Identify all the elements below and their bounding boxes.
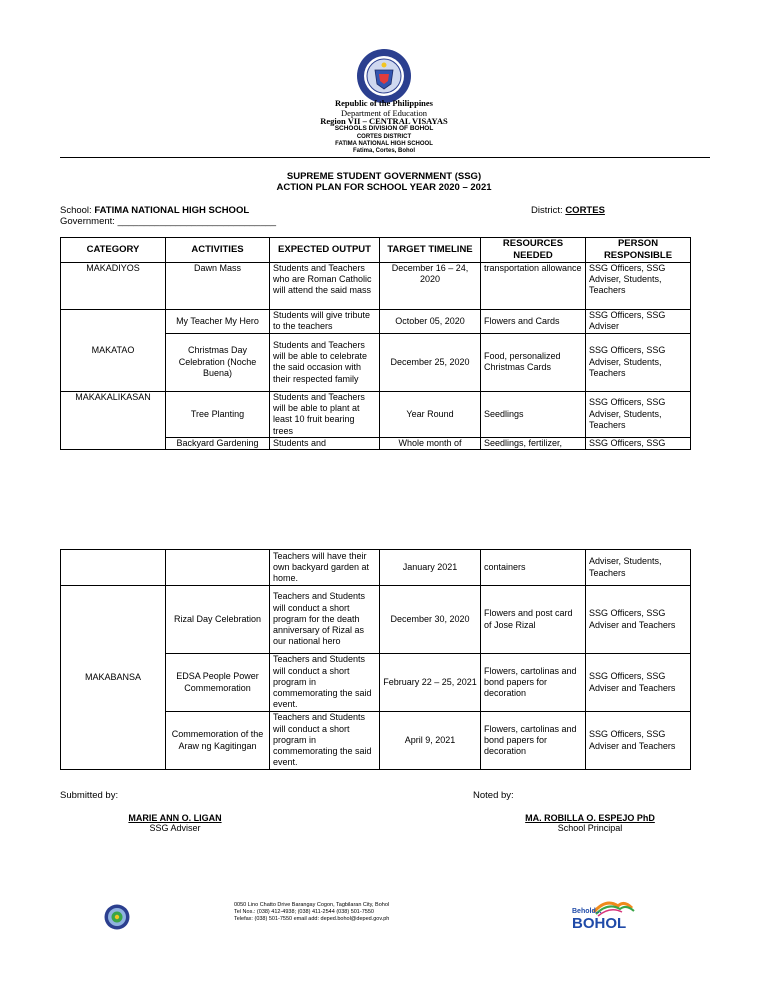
school-value: FATIMA NATIONAL HIGH SCHOOL <box>94 205 250 216</box>
cell-timeline: February 22 – 25, 2021 <box>380 654 481 712</box>
cell-resources: Flowers, cartolinas and bond papers for decoration <box>481 654 586 712</box>
cell-output: Teachers and Students will conduct a short program in commemorating the said event. <box>270 712 380 770</box>
noted-signature-block <box>500 813 680 833</box>
cell-resources: Flowers, cartolinas and bond papers for decoration <box>481 712 586 770</box>
cell-activity: Tree Planting <box>166 391 270 437</box>
cell-activity: EDSA People Power Commemoration <box>166 654 270 712</box>
noted-role: School Principal <box>557 823 623 833</box>
cell-person: SSG Officers, SSG Adviser and Teachers <box>586 654 691 712</box>
cell-resources: Seedlings <box>481 391 586 437</box>
cell-timeline: Whole month of <box>380 437 481 449</box>
deped-seal-logo <box>356 48 412 104</box>
cell-output: Students will give tribute to the teachers <box>270 309 380 333</box>
col-header-target-timeline: TARGET TIMELINE <box>380 238 481 263</box>
school-label: School: <box>60 205 92 216</box>
cell-activity: Christmas Day Celebration (Noche Buena) <box>166 333 270 391</box>
action-plan-table-part2 <box>60 549 691 770</box>
cell-category <box>61 550 166 586</box>
cell-activity: Commemoration of the Araw ng Kagitingan <box>166 712 270 770</box>
noted-name: MA. ROBILLA O. ESPEJO PhD <box>525 813 655 823</box>
col-header-category: CATEGORY <box>61 238 166 263</box>
cell-resources: Seedlings, fertilizer, <box>481 437 586 449</box>
submitted-role: SSG Adviser <box>149 823 201 833</box>
cell-person: SSG Officers, SSG Adviser, Students, Teachers <box>586 333 691 391</box>
footer-telefax-email: Telefax: (038) 501-7550 email add: deped.bohol@deped.gov.ph <box>234 915 390 922</box>
cell-resources: containers <box>481 550 586 586</box>
cell-output: Students and Teachers will be able to celebrate the said occasion with their respected family <box>270 333 380 391</box>
cell-person: Adviser, Students, Teachers <box>586 550 691 586</box>
cell-resources: Flowers and post card of Jose Rizal <box>481 586 586 654</box>
col-header-person-responsible: PERSON RESPONSIBLE <box>586 238 691 263</box>
cell-resources: Food, personalized Christmas Cards <box>481 333 586 391</box>
cell-activity <box>166 550 270 586</box>
cell-category-makakalikasan: MAKAKALIKASAN <box>61 391 166 449</box>
footer-address: 0050 Lino Chatto Drive Barangay Cogon, Tagbilaran City, Bohol <box>234 902 390 908</box>
table-row <box>61 309 691 333</box>
cell-output: Teachers and Students will conduct a short program in commemorating the said event. <box>270 654 380 712</box>
footer-phones: Tel Nos.: (038) 412-4938; (038) 411-2544 (038) 501-7550 <box>234 908 374 915</box>
cell-person: SSG Officers, SSG Adviser, Students, Teachers <box>586 262 691 309</box>
cell-timeline: Year Round <box>380 391 481 437</box>
cell-resources: transportation allowance <box>481 262 586 309</box>
header-divider <box>60 157 710 158</box>
submitted-by-label: Submitted by: <box>60 790 119 801</box>
footer-address-block <box>234 902 389 923</box>
cell-person: SSG Officers, SSG Adviser and Teachers <box>586 712 691 770</box>
cell-timeline: December 16 – 24, 2020 <box>380 262 481 309</box>
cell-timeline: December 25, 2020 <box>380 333 481 391</box>
bohol-logo <box>566 896 642 934</box>
table-row <box>61 586 691 654</box>
government-label: Government: <box>60 216 115 227</box>
cell-output: Students and Teachers who are Roman Catholic will attend the said mass <box>270 262 380 309</box>
cell-person: SSG Officers, SSG Adviser, Students, Teachers <box>586 391 691 437</box>
table-row <box>61 391 691 437</box>
cell-timeline: October 05, 2020 <box>380 309 481 333</box>
title-line1: SUPREME STUDENT GOVERNMENT (SSG) <box>286 171 482 182</box>
header-school: FATIMA NATIONAL HIGH SCHOOL <box>335 141 433 147</box>
submitted-signature-block <box>90 813 260 833</box>
district-value: CORTES <box>565 205 605 216</box>
cell-output: Students and <box>270 437 380 449</box>
col-header-expected-output: EXPECTED OUTPUT <box>270 238 380 263</box>
cell-timeline: January 2021 <box>380 550 481 586</box>
cell-timeline: April 9, 2021 <box>380 712 481 770</box>
header-region: Region VII – CENTRAL VISAYAS <box>320 116 448 126</box>
cell-output: Students and Teachers will be able to plant at least 10 fruit bearing trees <box>270 391 380 437</box>
submitted-name: MARIE ANN O. LIGAN <box>128 813 222 823</box>
school-info <box>60 205 249 216</box>
cell-output: Teachers will have their own backyard garden at home. <box>270 550 380 586</box>
cell-activity: Rizal Day Celebration <box>166 586 270 654</box>
district-info <box>531 205 605 216</box>
col-header-activities: ACTIVITIES <box>166 238 270 263</box>
government-info <box>60 216 276 227</box>
cell-activity: My Teacher My Hero <box>166 309 270 333</box>
cell-person: SSG Officers, SSG Adviser <box>586 309 691 333</box>
table-row <box>61 262 691 309</box>
division-seal-logo <box>104 904 130 930</box>
district-label: District: <box>531 205 563 216</box>
table-row <box>61 550 691 586</box>
bohol-wordmark: BOHOL <box>572 915 627 932</box>
title-line2: ACTION PLAN FOR SCHOOL YEAR 2020 – 2021 <box>276 182 492 193</box>
header-department: Department of Education <box>341 108 427 118</box>
action-plan-table-part1 <box>60 237 691 450</box>
bohol-tagline: Behold... <box>572 908 602 915</box>
cell-timeline: December 30, 2020 <box>380 586 481 654</box>
cell-person: SSG Officers, SSG Adviser and Teachers <box>586 586 691 654</box>
cell-activity: Backyard Gardening <box>166 437 270 449</box>
cell-activity: Dawn Mass <box>166 262 270 309</box>
header-republic: Republic of the Philippines <box>334 98 433 108</box>
cell-category: MAKADIYOS <box>61 262 166 309</box>
header-district: CORTES DISTRICT <box>356 134 412 140</box>
cell-category-makabansa: MAKABANSA <box>61 586 166 770</box>
noted-by-label: Noted by: <box>473 790 514 801</box>
table-header-row <box>61 238 691 263</box>
cell-person: SSG Officers, SSG <box>586 437 691 449</box>
header-address: Fatima, Cortes, Bohol <box>352 148 415 154</box>
cell-category-makatao: MAKATAO <box>61 309 166 391</box>
cell-resources: Flowers and Cards <box>481 309 586 333</box>
government-blank: ______________________________ <box>117 216 277 227</box>
cell-output: Teachers and Students will conduct a short program for the death anniversary of Rizal as our national hero <box>270 586 380 654</box>
header-division: SCHOOLS DIVISION OF BOHOL <box>334 125 434 132</box>
col-header-resources-needed: RESOURCES NEEDED <box>481 238 586 263</box>
